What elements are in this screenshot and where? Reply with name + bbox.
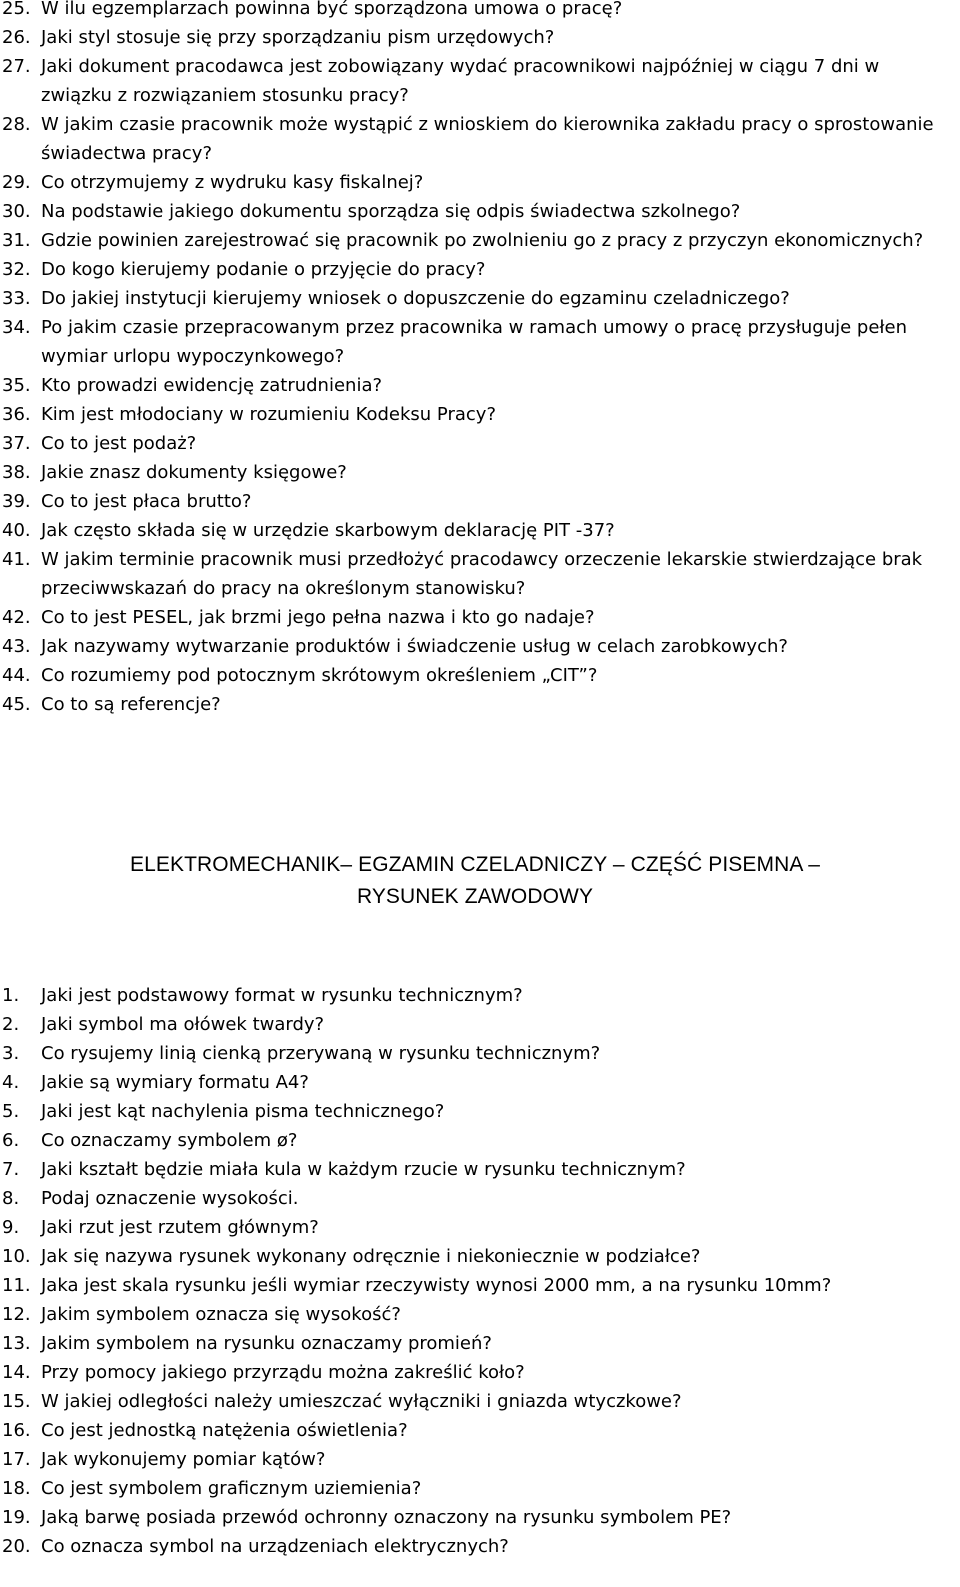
question-item <box>0 197 950 226</box>
question-text: Jak nazywamy wytwarzanie produktów i świadczenie usług w celach zarobkowych? <box>41 636 788 657</box>
question-number: 18. <box>2 1478 31 1499</box>
question-number: 35. <box>2 375 31 396</box>
question-text: Jakim symbolem oznacza się wysokość? <box>41 1304 401 1325</box>
question-item <box>0 1358 950 1387</box>
question-text: Co to jest płaca brutto? <box>41 491 252 512</box>
question-item <box>0 371 950 400</box>
question-item <box>0 284 950 313</box>
question-text: Jak często składa się w urzędzie skarbowym deklarację PIT -37? <box>41 520 615 541</box>
question-item <box>0 981 950 1010</box>
question-number: 33. <box>2 288 31 309</box>
question-number: 19. <box>2 1507 31 1528</box>
question-list-part1 <box>0 0 950 719</box>
question-item <box>0 23 950 52</box>
question-text: W ilu egzemplarzach powinna być sporządzona umowa o pracę? <box>41 0 623 19</box>
question-number: 31. <box>2 230 31 251</box>
question-number: 4. <box>2 1072 20 1093</box>
question-text: Jaki rzut jest rzutem głównym? <box>41 1217 319 1238</box>
question-number: 34. <box>2 317 31 338</box>
question-number: 25. <box>2 0 31 19</box>
question-item <box>0 1503 950 1532</box>
question-number: 10. <box>2 1246 31 1267</box>
question-text: Przy pomocy jakiego przyrządu można zakreślić koło? <box>41 1362 525 1383</box>
question-item <box>0 1532 950 1561</box>
question-text: Na podstawie jakiego dokumentu sporządza się odpis świadectwa szkolnego? <box>41 201 741 222</box>
question-text: Jakie znasz dokumenty księgowe? <box>41 462 347 483</box>
question-number: 2. <box>2 1014 20 1035</box>
question-text: Co oznacza symbol na urządzeniach elektrycznych? <box>41 1536 509 1557</box>
question-number: 13. <box>2 1333 31 1354</box>
question-item <box>0 603 950 632</box>
section-heading-line1: ELEKTROMECHANIK– EGZAMIN CZELADNICZY – CZĘŚĆ PISEMNA – <box>130 853 820 876</box>
question-number: 9. <box>2 1217 20 1238</box>
question-text: Co oznaczamy symbolem ø? <box>41 1130 298 1151</box>
question-text: Po jakim czasie przepracowanym przez pracownika w ramach umowy o pracę przysługuje pełen wymiar urlopu wypoczynkowego? <box>41 317 908 367</box>
question-text: W jakiej odległości należy umieszczać wyłączniki i gniazda wtyczkowe? <box>41 1391 682 1412</box>
question-number: 40. <box>2 520 31 541</box>
question-text: W jakim terminie pracownik musi przedłożyć pracodawcy orzeczenie lekarskie stwierdzające brak przeciwwskazań do pracy na określonym stanowisku? <box>41 549 923 599</box>
question-item <box>0 1445 950 1474</box>
question-text: Jaki dokument pracodawca jest zobowiązany wydać pracownikowi najpóźniej w ciągu 7 dni w związku z rozwiązaniem stosunku pracy? <box>41 56 880 106</box>
question-text: Jak się nazywa rysunek wykonany odręcznie i niekoniecznie w podziałce? <box>41 1246 701 1267</box>
question-item <box>0 110 950 168</box>
question-number: 15. <box>2 1391 31 1412</box>
question-number: 37. <box>2 433 31 454</box>
question-item <box>0 1097 950 1126</box>
question-number: 6. <box>2 1130 20 1151</box>
question-number: 32. <box>2 259 31 280</box>
question-number: 39. <box>2 491 31 512</box>
question-item <box>0 1242 950 1271</box>
question-text: Co to jest podaż? <box>41 433 197 454</box>
question-text: Jaką barwę posiada przewód ochronny oznaczony na rysunku symbolem PE? <box>41 1507 732 1528</box>
question-item <box>0 1068 950 1097</box>
question-text: W jakim czasie pracownik może wystąpić z wnioskiem do kierownika zakładu pracy o sprostowanie świadectwa pracy? <box>41 114 934 164</box>
question-item <box>0 52 950 110</box>
question-text: Gdzie powinien zarejestrować się pracownik po zwolnieniu go z pracy z przyczyn ekonomicznych? <box>41 230 924 251</box>
question-item <box>0 1300 950 1329</box>
question-text: Jaki jest kąt nachylenia pisma technicznego? <box>41 1101 445 1122</box>
question-number: 42. <box>2 607 31 628</box>
question-text: Co rozumiemy pod potocznym skrótowym określeniem „CIT”? <box>41 665 598 686</box>
question-text: Co jest jednostką natężenia oświetlenia? <box>41 1420 408 1441</box>
question-item <box>0 690 950 719</box>
question-number: 11. <box>2 1275 31 1296</box>
question-text: Jaki jest podstawowy format w rysunku technicznym? <box>41 985 523 1006</box>
question-number: 41. <box>2 549 31 570</box>
question-item <box>0 226 950 255</box>
question-text: Jaki kształt będzie miała kula w każdym rzucie w rysunku technicznym? <box>41 1159 686 1180</box>
question-text: Jaka jest skala rysunku jeśli wymiar rzeczywisty wynosi 2000 mm, a na rysunku 10mm? <box>41 1275 832 1296</box>
question-item <box>0 1329 950 1358</box>
question-list-part2 <box>0 981 950 1561</box>
question-item <box>0 429 950 458</box>
question-item <box>0 255 950 284</box>
question-item <box>0 458 950 487</box>
question-item <box>0 516 950 545</box>
question-text: Jaki symbol ma ołówek twardy? <box>41 1014 325 1035</box>
question-item <box>0 0 950 23</box>
question-number: 20. <box>2 1536 31 1557</box>
question-number: 29. <box>2 172 31 193</box>
question-item <box>0 1010 950 1039</box>
question-text: Co jest symbolem graficznym uziemienia? <box>41 1478 422 1499</box>
question-item <box>0 168 950 197</box>
question-number: 36. <box>2 404 31 425</box>
question-number: 38. <box>2 462 31 483</box>
question-text: Do jakiej instytucji kierujemy wniosek o dopuszczenie do egzaminu czeladniczego? <box>41 288 790 309</box>
question-item <box>0 1155 950 1184</box>
question-text: Kto prowadzi ewidencję zatrudnienia? <box>41 375 383 396</box>
question-number: 12. <box>2 1304 31 1325</box>
question-number: 43. <box>2 636 31 657</box>
question-text: Do kogo kierujemy podanie o przyjęcie do pracy? <box>41 259 486 280</box>
question-number: 28. <box>2 114 31 135</box>
question-number: 44. <box>2 665 31 686</box>
question-number: 1. <box>2 985 20 1006</box>
question-number: 16. <box>2 1420 31 1441</box>
question-text: Co otrzymujemy z wydruku kasy fiskalnej? <box>41 172 424 193</box>
question-item <box>0 1126 950 1155</box>
question-item <box>0 545 950 603</box>
question-item <box>0 487 950 516</box>
question-text: Kim jest młodociany w rozumieniu Kodeksu Pracy? <box>41 404 496 425</box>
question-item <box>0 661 950 690</box>
question-text: Co to są referencje? <box>41 694 221 715</box>
question-item <box>0 1039 950 1068</box>
question-number: 30. <box>2 201 31 222</box>
section-heading-line2: RYSUNEK ZAWODOWY <box>356 885 594 908</box>
question-text: Co to jest PESEL, jak brzmi jego pełna nazwa i kto go nadaje? <box>41 607 595 628</box>
question-number: 14. <box>2 1362 31 1383</box>
question-number: 45. <box>2 694 31 715</box>
question-text: Jakim symbolem na rysunku oznaczamy promień? <box>41 1333 492 1354</box>
question-number: 17. <box>2 1449 31 1470</box>
question-text: Jakie są wymiary formatu A4? <box>41 1072 309 1093</box>
question-number: 8. <box>2 1188 20 1209</box>
question-item <box>0 1271 950 1300</box>
question-text: Co rysujemy linią cienką przerywaną w rysunku technicznym? <box>41 1043 601 1064</box>
question-item <box>0 632 950 661</box>
question-item <box>0 1184 950 1213</box>
question-item <box>0 1213 950 1242</box>
question-number: 26. <box>2 27 31 48</box>
question-text: Podaj oznaczenie wysokości. <box>41 1188 299 1209</box>
question-text: Jaki styl stosuje się przy sporządzaniu pism urzędowych? <box>41 27 555 48</box>
question-text: Jak wykonujemy pomiar kątów? <box>41 1449 326 1470</box>
question-item <box>0 1387 950 1416</box>
question-number: 3. <box>2 1043 20 1064</box>
question-item <box>0 400 950 429</box>
question-item <box>0 1416 950 1445</box>
question-number: 7. <box>2 1159 20 1180</box>
question-number: 5. <box>2 1101 20 1122</box>
question-number: 27. <box>2 56 31 77</box>
question-item <box>0 313 950 371</box>
question-item <box>0 1474 950 1503</box>
